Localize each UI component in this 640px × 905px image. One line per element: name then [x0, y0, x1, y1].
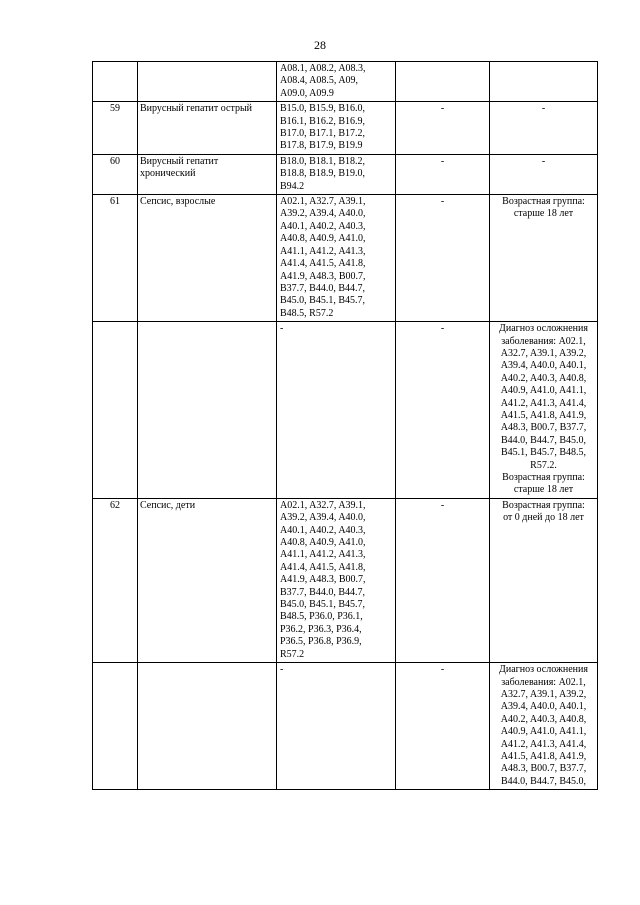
- cell-line: B17.8, B17.9, B19.9: [280, 140, 363, 152]
- cell-line: A48.3, B00.7, B37.7,: [500, 422, 587, 434]
- conditions-cell: [490, 322, 598, 499]
- cell-line: B44.0, B44.7, B45.0,: [500, 434, 586, 446]
- disease-name-cell: [138, 498, 277, 662]
- icd-codes-cell: [277, 154, 396, 194]
- cell-line: Вирусный гепатит острый: [140, 103, 253, 115]
- disease-name-cell: [138, 154, 277, 194]
- page-number: 28: [314, 38, 326, 52]
- row-number-cell: 61: [93, 195, 138, 322]
- table-row: [93, 102, 598, 155]
- cell-line: A09.0, A09.9: [280, 87, 334, 99]
- cell-line: A41.4, A41.5, A41.8,: [280, 258, 366, 270]
- cell-line: A32.7, A39.1, A39.2,: [500, 688, 587, 700]
- column-4-cell: [396, 663, 490, 790]
- cell-line: Сепсис, дети: [140, 499, 196, 511]
- row-number-cell: [93, 663, 138, 790]
- cell-line: Возрастная группа:: [502, 499, 585, 511]
- cell-line: A41.9, A48.3, B00.7,: [280, 574, 366, 586]
- cell-line: A40.2, A40.3, A40.8,: [500, 713, 587, 725]
- cell-line: A41.4, A41.5, A41.8,: [280, 561, 366, 573]
- cell-line: B18.8, B18.9, B19.0,: [280, 168, 366, 180]
- cell-line: P36.5, P36.8, P36.9,: [280, 636, 362, 648]
- cell-line: B15.0, B15.9, B16.0,: [280, 103, 366, 115]
- cell-line: B45.0, B45.1, B45.7,: [280, 599, 366, 611]
- cell-line: A40.1, A40.2, A40.3,: [280, 524, 366, 536]
- table-row: [93, 498, 598, 662]
- cell-line: B44.0, B44.7, B45.0,: [500, 775, 586, 787]
- cell-line: R57.2.: [530, 459, 557, 471]
- cell-line: A32.7, A39.1, A39.2,: [500, 347, 587, 359]
- cell-line: B37.7, B44.0, B44.7,: [280, 586, 366, 598]
- cell-line: A40.9, A41.0, A41.1,: [500, 385, 587, 397]
- cell-line: A40.8, A40.9, A41.0,: [280, 537, 366, 549]
- cell-line: A40.8, A40.9, A41.0,: [280, 233, 366, 245]
- cell-line: A08.4, A08.5, A09,: [280, 75, 359, 87]
- column-4-cell: [396, 62, 490, 102]
- icd-codes-cell: [277, 322, 396, 499]
- cell-line: -: [280, 664, 284, 676]
- row-number-cell: 59: [93, 102, 138, 155]
- cell-line: B16.1, B16.2, B16.9,: [280, 115, 366, 127]
- cell-line: B45.0, B45.1, B45.7,: [280, 295, 366, 307]
- cell-line: A41.9, A48.3, B00.7,: [280, 270, 366, 282]
- cell-line: A40.1, A40.2, A40.3,: [280, 220, 366, 232]
- table-row: [93, 154, 598, 194]
- icd-codes-cell: [277, 102, 396, 155]
- conditions-cell: [490, 62, 598, 102]
- cell-line: -: [440, 155, 445, 167]
- row-number-cell: [93, 322, 138, 499]
- cell-line: -: [440, 103, 445, 115]
- diagnosis-table: [92, 61, 598, 790]
- cell-line: B48.5, R57.2: [280, 307, 334, 319]
- cell-line: R57.2: [280, 648, 305, 660]
- cell-line: заболевания: A02.1,: [501, 335, 586, 347]
- cell-line: Вирусный гепатит: [140, 155, 219, 167]
- cell-line: -: [440, 196, 445, 208]
- conditions-cell: [490, 195, 598, 322]
- cell-line: A41.5, A41.8, A41.9,: [500, 409, 587, 421]
- cell-line: Диагноз осложнения: [499, 323, 588, 335]
- disease-name-cell: [138, 663, 277, 790]
- table-row: [93, 62, 598, 102]
- cell-line: A40.9, A41.0, A41.1,: [500, 726, 587, 738]
- column-4-cell: [396, 102, 490, 155]
- disease-name-cell: [138, 62, 277, 102]
- column-4-cell: [396, 195, 490, 322]
- cell-line: хронический: [140, 168, 196, 180]
- cell-line: -: [440, 499, 445, 511]
- cell-line: A02.1, A32.7, A39.1,: [280, 196, 366, 208]
- cell-line: Возрастная группа:: [502, 196, 585, 208]
- table-row: [93, 663, 598, 790]
- cell-line: -: [440, 323, 445, 335]
- column-4-cell: [396, 154, 490, 194]
- cell-line: B45.1, B45.7, B48.5,: [500, 447, 586, 459]
- conditions-cell: [490, 663, 598, 790]
- disease-name-cell: [138, 195, 277, 322]
- table-row: [93, 322, 598, 499]
- row-number-cell: 62: [93, 498, 138, 662]
- disease-name-cell: [138, 102, 277, 155]
- cell-line: P36.2, P36.3, P36.4,: [280, 623, 362, 635]
- cell-line: A41.2, A41.3, A41.4,: [500, 738, 587, 750]
- cell-line: A41.2, A41.3, A41.4,: [500, 397, 587, 409]
- cell-line: A39.4, A40.0, A40.1,: [500, 701, 587, 713]
- cell-line: A48.3, B00.7, B37.7,: [500, 763, 587, 775]
- cell-line: старше 18 лет: [513, 208, 574, 220]
- cell-line: B37.7, B44.0, B44.7,: [280, 282, 366, 294]
- cell-line: -: [280, 323, 284, 335]
- column-4-cell: [396, 498, 490, 662]
- cell-line: Сепсис, взрослые: [140, 196, 216, 208]
- cell-line: B17.0, B17.1, B17.2,: [280, 128, 366, 140]
- cell-line: -: [541, 103, 546, 115]
- cell-line: -: [541, 155, 546, 167]
- cell-line: A39.2, A39.4, A40.0,: [280, 208, 366, 220]
- icd-codes-cell: [277, 62, 396, 102]
- cell-line: A39.2, A39.4, A40.0,: [280, 512, 366, 524]
- cell-line: B48.5, P36.0, P36.1,: [280, 611, 363, 623]
- cell-line: от 0 дней до 18 лет: [503, 512, 584, 524]
- conditions-cell: [490, 154, 598, 194]
- icd-codes-cell: [277, 663, 396, 790]
- conditions-cell: [490, 498, 598, 662]
- cell-line: B18.0, B18.1, B18.2,: [280, 155, 366, 167]
- cell-line: A41.5, A41.8, A41.9,: [500, 750, 587, 762]
- cell-line: A02.1, A32.7, A39.1,: [280, 499, 366, 511]
- cell-line: B94.2: [280, 180, 305, 192]
- icd-codes-cell: [277, 195, 396, 322]
- cell-line: A41.1, A41.2, A41.3,: [280, 549, 366, 561]
- cell-line: -: [440, 664, 445, 676]
- cell-line: A41.1, A41.2, A41.3,: [280, 245, 366, 257]
- disease-name-cell: [138, 322, 277, 499]
- row-number-cell: 60: [93, 154, 138, 194]
- row-number-cell: [93, 62, 138, 102]
- table-row: [93, 195, 598, 322]
- icd-codes-cell: [277, 498, 396, 662]
- cell-line: A08.1, A08.2, A08.3,: [280, 63, 366, 74]
- cell-line: Возрастная группа:: [502, 472, 585, 483]
- cell-line: заболевания: A02.1,: [501, 676, 586, 688]
- cell-line: A39.4, A40.0, A40.1,: [500, 360, 587, 372]
- cell-line: A40.2, A40.3, A40.8,: [500, 372, 587, 384]
- cell-line: старше 18 лет: [513, 484, 574, 496]
- table-body: [93, 62, 598, 790]
- column-4-cell: [396, 322, 490, 499]
- cell-line: Диагноз осложнения: [499, 664, 588, 676]
- conditions-cell: [490, 102, 598, 155]
